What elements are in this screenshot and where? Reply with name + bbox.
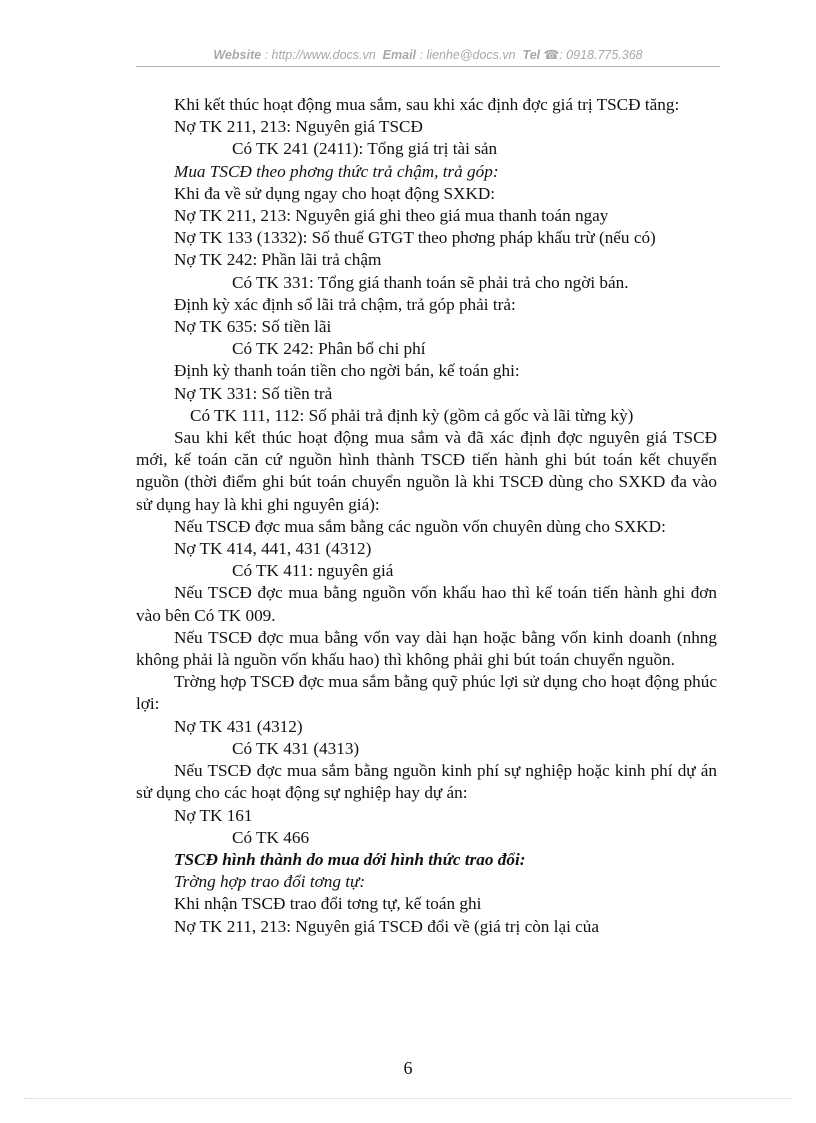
debit-entry: Nợ TK 161 [174, 805, 253, 825]
tel-label: Tel [522, 48, 541, 62]
section-heading: TSCĐ hình thành do mua dới hình thức trao đổi: [174, 849, 526, 869]
debit-entry: Nợ TK 242: Phần lãi trả chậm [174, 250, 382, 270]
paragraph: Khi kết thúc hoạt động mua sắm, sau khi xác định đợc giá trị TSCĐ tăng: [174, 95, 680, 114]
debit-entry: Nợ TK 414, 441, 431 (4312) [174, 539, 372, 559]
credit-entry: Có TK 431 (4313) [232, 738, 360, 758]
credit-entry: Có TK 242: Phân bổ chi phí [232, 339, 426, 359]
page-header [136, 47, 720, 62]
paragraph: Định kỳ thanh toán tiền cho ngời bán, kế toán ghi: [174, 361, 520, 381]
paragraph: Nếu TSCĐ đợc mua bằng vốn vay dài hạn hoặc bằng vốn kinh doanh (nhng không phải là nguồn vốn khấu hao) thì không phải ghi bút toán chuyển nguồn. [136, 627, 717, 670]
paragraph: Khi nhận TSCĐ trao đổi tơng tự, kế toán ghi [174, 894, 482, 914]
phone-icon: ☎ [543, 48, 560, 62]
debit-entry: Nợ TK 211, 213: Nguyên giá TSCĐ đổi về (giá trị còn lại của [174, 916, 600, 936]
credit-entry: Có TK 466 [232, 827, 310, 847]
paragraph: Nếu TSCĐ đợc mua sắm bằng nguồn kinh phí sự nghiệp hoặc kinh phí dự án sử dụng cho các hoạt động sự nghiệp hay dự án: [136, 761, 717, 803]
section-heading: Mua TSCĐ theo phơng thức trả chậm, trả góp: [174, 161, 499, 181]
page-number: 6 [403, 1058, 413, 1078]
paragraph: Sau khi kết thúc hoạt động mua sắm và đã xác định đợc nguyên giá TSCĐ mới, kế toán căn cứ nguồn hình thành TSCĐ tiến hành ghi bút toán kết chuyển nguồn (thời điểm ghi bút toán chuyển nguồn là khi TSCĐ dùng cho SXKD đa vào sử dụng hay là khi ghi nguyên giá): [136, 428, 717, 514]
debit-entry: Nợ TK 211, 213: Nguyên giá ghi theo giá mua thanh toán ngay [174, 206, 609, 226]
debit-entry: Nợ TK 331: Số tiền trả [174, 383, 333, 403]
paragraph: Nếu TSCĐ đợc mua bằng nguồn vốn khấu hao thì kế toán tiến hành ghi đơn vào bên Có TK 009. [136, 583, 717, 625]
paragraph: Khi đa về sử dụng ngay cho hoạt động SXKD: [174, 183, 496, 203]
credit-entry: Có TK 331: Tổng giá thanh toán sẽ phải trả cho ngời bán. [232, 272, 629, 292]
document-body [136, 94, 717, 938]
paragraph: Nếu TSCĐ đợc mua sắm bằng các nguồn vốn chuyên dùng cho SXKD: [174, 516, 666, 536]
debit-entry: Nợ TK 211, 213: Nguyên giá TSCĐ [174, 117, 423, 137]
credit-entry: Có TK 111, 112: Số phải trả định kỳ (gồm cả gốc và lãi từng kỳ) [190, 405, 634, 425]
email-value: : lienhe@docs.vn [419, 48, 516, 62]
tel-value: : 0918.775.368 [559, 48, 643, 62]
debit-entry: Nợ TK 431 (4312) [174, 716, 303, 736]
email-label: Email [382, 48, 417, 62]
debit-entry: Nợ TK 635: Số tiền lãi [174, 317, 332, 337]
paragraph: Trờng hợp TSCĐ đợc mua sắm bằng quỹ phúc lợi sử dụng cho hoạt động phúc lợi: [136, 672, 717, 714]
website-value: : http://www.docs.vn [264, 48, 376, 62]
subsection-heading: Trờng hợp trao đổi tơng tự: [174, 872, 366, 892]
credit-entry: Có TK 411: nguyên giá [232, 561, 394, 581]
credit-entry: Có TK 241 (2411): Tổng giá trị tài sản [232, 139, 498, 159]
paragraph: Định kỳ xác định sổ lãi trả chậm, trả góp phải trả: [174, 294, 516, 314]
footer-divider [24, 1098, 792, 1099]
website-label: Website [213, 48, 262, 62]
debit-entry: Nợ TK 133 (1332): Số thuế GTGT theo phơng pháp khấu trừ (nếu có) [174, 228, 656, 248]
header-divider [136, 66, 720, 67]
